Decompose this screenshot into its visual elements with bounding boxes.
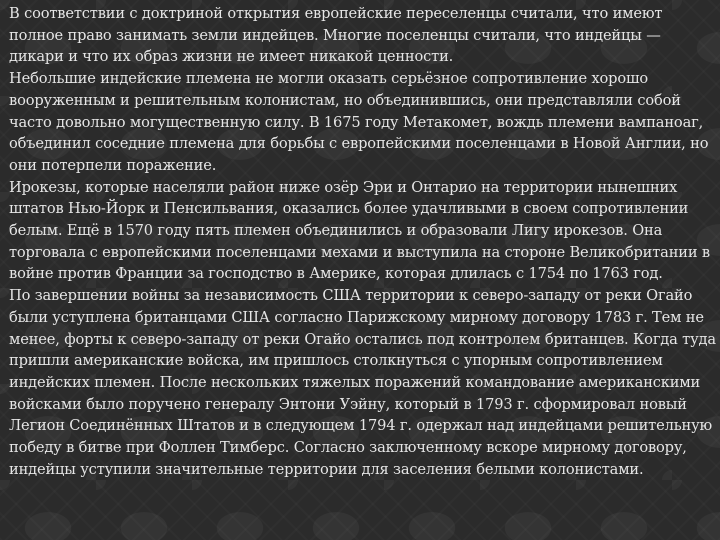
slide-text-block — [9, 3, 717, 480]
paragraph-discovery-doctrine: В соответствии с доктриной открытия европейские переселенцы считали, что имеют полное право занимать земли индейцев. Многие поселенцы считали, что индейцы — дикари и что их образ жизни не имеет никакой ценности. — [9, 5, 663, 66]
paragraph-northwest-territory: По завершении войны за независимость США территории к северо-западу от реки Огайо были уступлена британцами США согласно Парижскому мирному договору 1783 г. Тем не менее, форты к северо-западу от реки Огайо остались под контролем британцев. Когда туда пришли американские войска, им пришлось столкнуться с упорным сопротивлением индейских племен. После нескольких тяжелых поражений командование американскими войсками было поручено генералу Энтони Уэйну, который в 1793 г. сформировал новый Легион Соединённых Штатов и в следующем 1794 г. одержал над индейцами решительную победу в битве при Фоллен Тимберс. Согласно заключенному вскоре мирному договору, индейцы уступили значительные территории для заселения белыми колонистами. — [9, 287, 716, 478]
paragraph-metacomet: Небольшие индейские племена не могли оказать серьёзное сопротивление хорошо вооруженным и решительным колонистам, но объединившись, они представляли собой часто довольно могущественную силу. В 1675 году Метакомет, вождь племени вампаноаг, объединил соседние племена для борьбы с европейскими поселенцами в Новой Англии, но они потерпели поражение. — [9, 70, 709, 174]
paragraph-iroquois-league: Ирокезы, которые населяли район ниже озёр Эри и Онтарио на территории нынешних штатов Нью-Йорк и Пенсильвания, оказались более удачливыми в своем сопротивлении белым. Ещё в 1570 году пять племен объединились и образовали Лигу ирокезов. Она торговала с европейскими поселенцами мехами и выступила на стороне Великобритании в войне против Франции за господство в Америке, которая длилась с 1754 по 1763 год. — [9, 178, 710, 283]
